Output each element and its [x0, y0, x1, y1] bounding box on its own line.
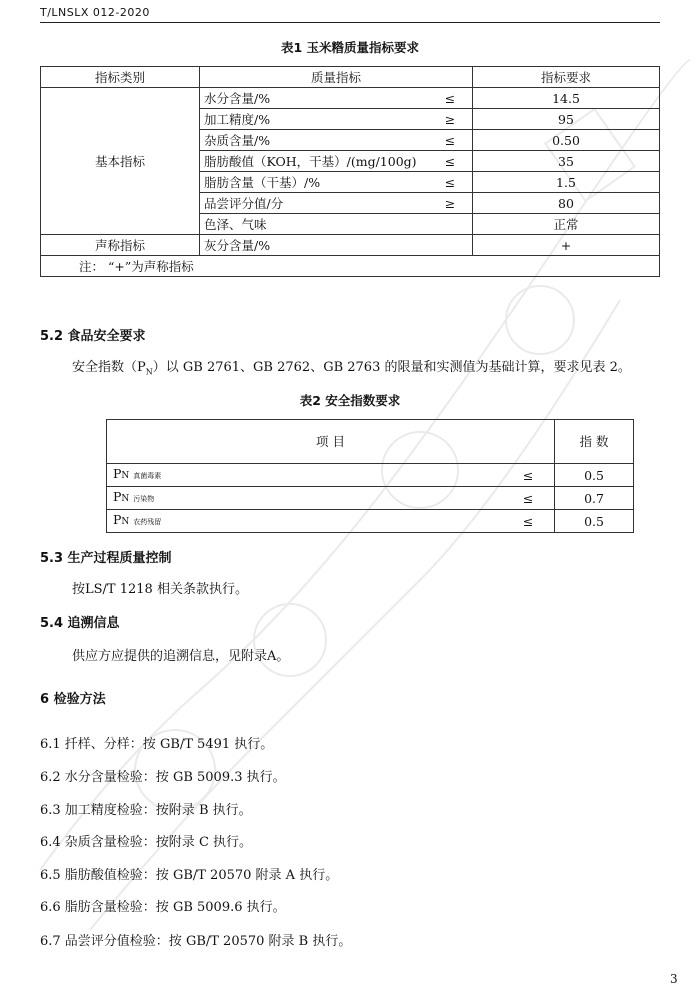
method-item: 6.3 加工精度检验：按附录 B 执行。	[40, 803, 252, 818]
section-5-4-text: 供应方应提供的追溯信息，见附录A。	[72, 649, 290, 664]
row-value: 正常	[473, 214, 660, 235]
row-item	[107, 487, 503, 510]
row-item: 色泽、气味	[200, 214, 429, 235]
row-sub: 污染物	[133, 495, 155, 503]
row-symbol: ≥	[428, 109, 473, 130]
section-5-3-text: 按LS/T 1218 相关条款执行。	[72, 582, 248, 597]
safety-text-before: 安全指数（P	[72, 360, 146, 375]
row-value: 14.5	[473, 88, 660, 109]
row-symbol: ≥	[428, 193, 473, 214]
safety-text-sub: N	[145, 367, 153, 377]
safety-text-after: ）以 GB 2761、GB 2762、GB 2763 的限量和实测值为基础计算，要求见表 2。	[152, 360, 631, 375]
section-5-2-title: 5.2 食品安全要求	[40, 329, 146, 344]
section-5-2-text	[72, 356, 672, 377]
row-item: 灰分含量/%	[200, 235, 429, 256]
method-item: 6.6 脂肪含量检验：按 GB 5009.6 执行。	[40, 900, 286, 915]
row-value: 95	[473, 109, 660, 130]
table-note-row	[41, 256, 660, 277]
row-value: 1.5	[473, 172, 660, 193]
table-row	[41, 235, 660, 256]
section-5-3-title: 5.3 生产过程质量控制	[40, 551, 172, 566]
method-item: 6.2 水分含量检验：按 GB 5009.3 执行。	[40, 770, 286, 785]
row-p: P	[113, 512, 122, 527]
row-symbol	[428, 214, 473, 235]
row-symbol	[428, 235, 473, 256]
page-number: 3	[670, 972, 678, 986]
row-item: 水分含量/%	[200, 88, 429, 109]
row-value: 35	[473, 151, 660, 172]
row-value: 0.50	[473, 130, 660, 151]
row-value: 0.5	[555, 464, 634, 487]
row-item: 脂肪酸值（KOH，干基）/(mg/100g)	[200, 151, 429, 172]
row-value: 0.7	[555, 487, 634, 510]
row-n: N	[121, 471, 130, 481]
quality-table	[40, 66, 660, 277]
row-symbol: ≤	[428, 172, 473, 193]
table-header-row	[107, 420, 634, 464]
row-symbol: ≤	[502, 510, 555, 533]
row-p: P	[113, 489, 122, 504]
row-symbol: ≤	[428, 88, 473, 109]
col-header-item: 项 目	[107, 420, 555, 464]
row-value: 80	[473, 193, 660, 214]
table1-caption: 表1 玉米糌质量指标要求	[280, 40, 420, 55]
row-sub: 真菌毒素	[133, 472, 162, 480]
row-value: +	[473, 235, 660, 256]
method-item: 6.7 品尝评分值检验：按 GB/T 20570 附录 B 执行。	[40, 934, 352, 949]
col-header-requirement: 指标要求	[473, 67, 660, 88]
method-item: 6.1 扦样、分样：按 GB/T 5491 执行。	[40, 737, 274, 752]
table-row	[107, 510, 634, 533]
method-item: 6.5 脂肪酸值检验：按 GB/T 20570 附录 A 执行。	[40, 868, 339, 883]
row-item: 杂质含量/%	[200, 130, 429, 151]
row-item: 品尝评分值/分	[200, 193, 429, 214]
row-item	[107, 464, 503, 487]
table-row	[41, 88, 660, 109]
method-item: 6.4 杂质含量检验：按附录 C 执行。	[40, 835, 253, 850]
table-note: 注： “+”为声称指标	[41, 256, 660, 277]
row-sub: 农药残留	[133, 518, 162, 526]
row-n: N	[121, 517, 130, 527]
table2-caption: 表2 安全指数要求	[299, 393, 401, 408]
table-header-row	[41, 67, 660, 88]
table-row	[107, 487, 634, 510]
row-symbol: ≤	[428, 130, 473, 151]
table-row	[107, 464, 634, 487]
row-p: P	[113, 466, 122, 481]
group-declared: 声称指标	[41, 235, 200, 256]
row-item: 加工精度/%	[200, 109, 429, 130]
row-symbol: ≤	[428, 151, 473, 172]
col-header-indicator: 质量指标	[200, 67, 473, 88]
row-symbol: ≤	[502, 487, 555, 510]
safety-table	[106, 419, 634, 533]
row-n: N	[121, 494, 130, 504]
row-symbol: ≤	[502, 464, 555, 487]
header-rule	[40, 22, 660, 23]
section-6-title: 6 检验方法	[40, 692, 106, 707]
row-item: 脂肪含量（干基）/%	[200, 172, 429, 193]
document-code: T/LNSLX 012-2020	[40, 6, 150, 19]
row-item	[107, 510, 503, 533]
row-value: 0.5	[555, 510, 634, 533]
col-header-category: 指标类别	[41, 67, 200, 88]
group-basic: 基本指标	[41, 88, 200, 235]
col-header-index: 指 数	[555, 420, 634, 464]
section-5-4-title: 5.4 追溯信息	[40, 616, 120, 631]
